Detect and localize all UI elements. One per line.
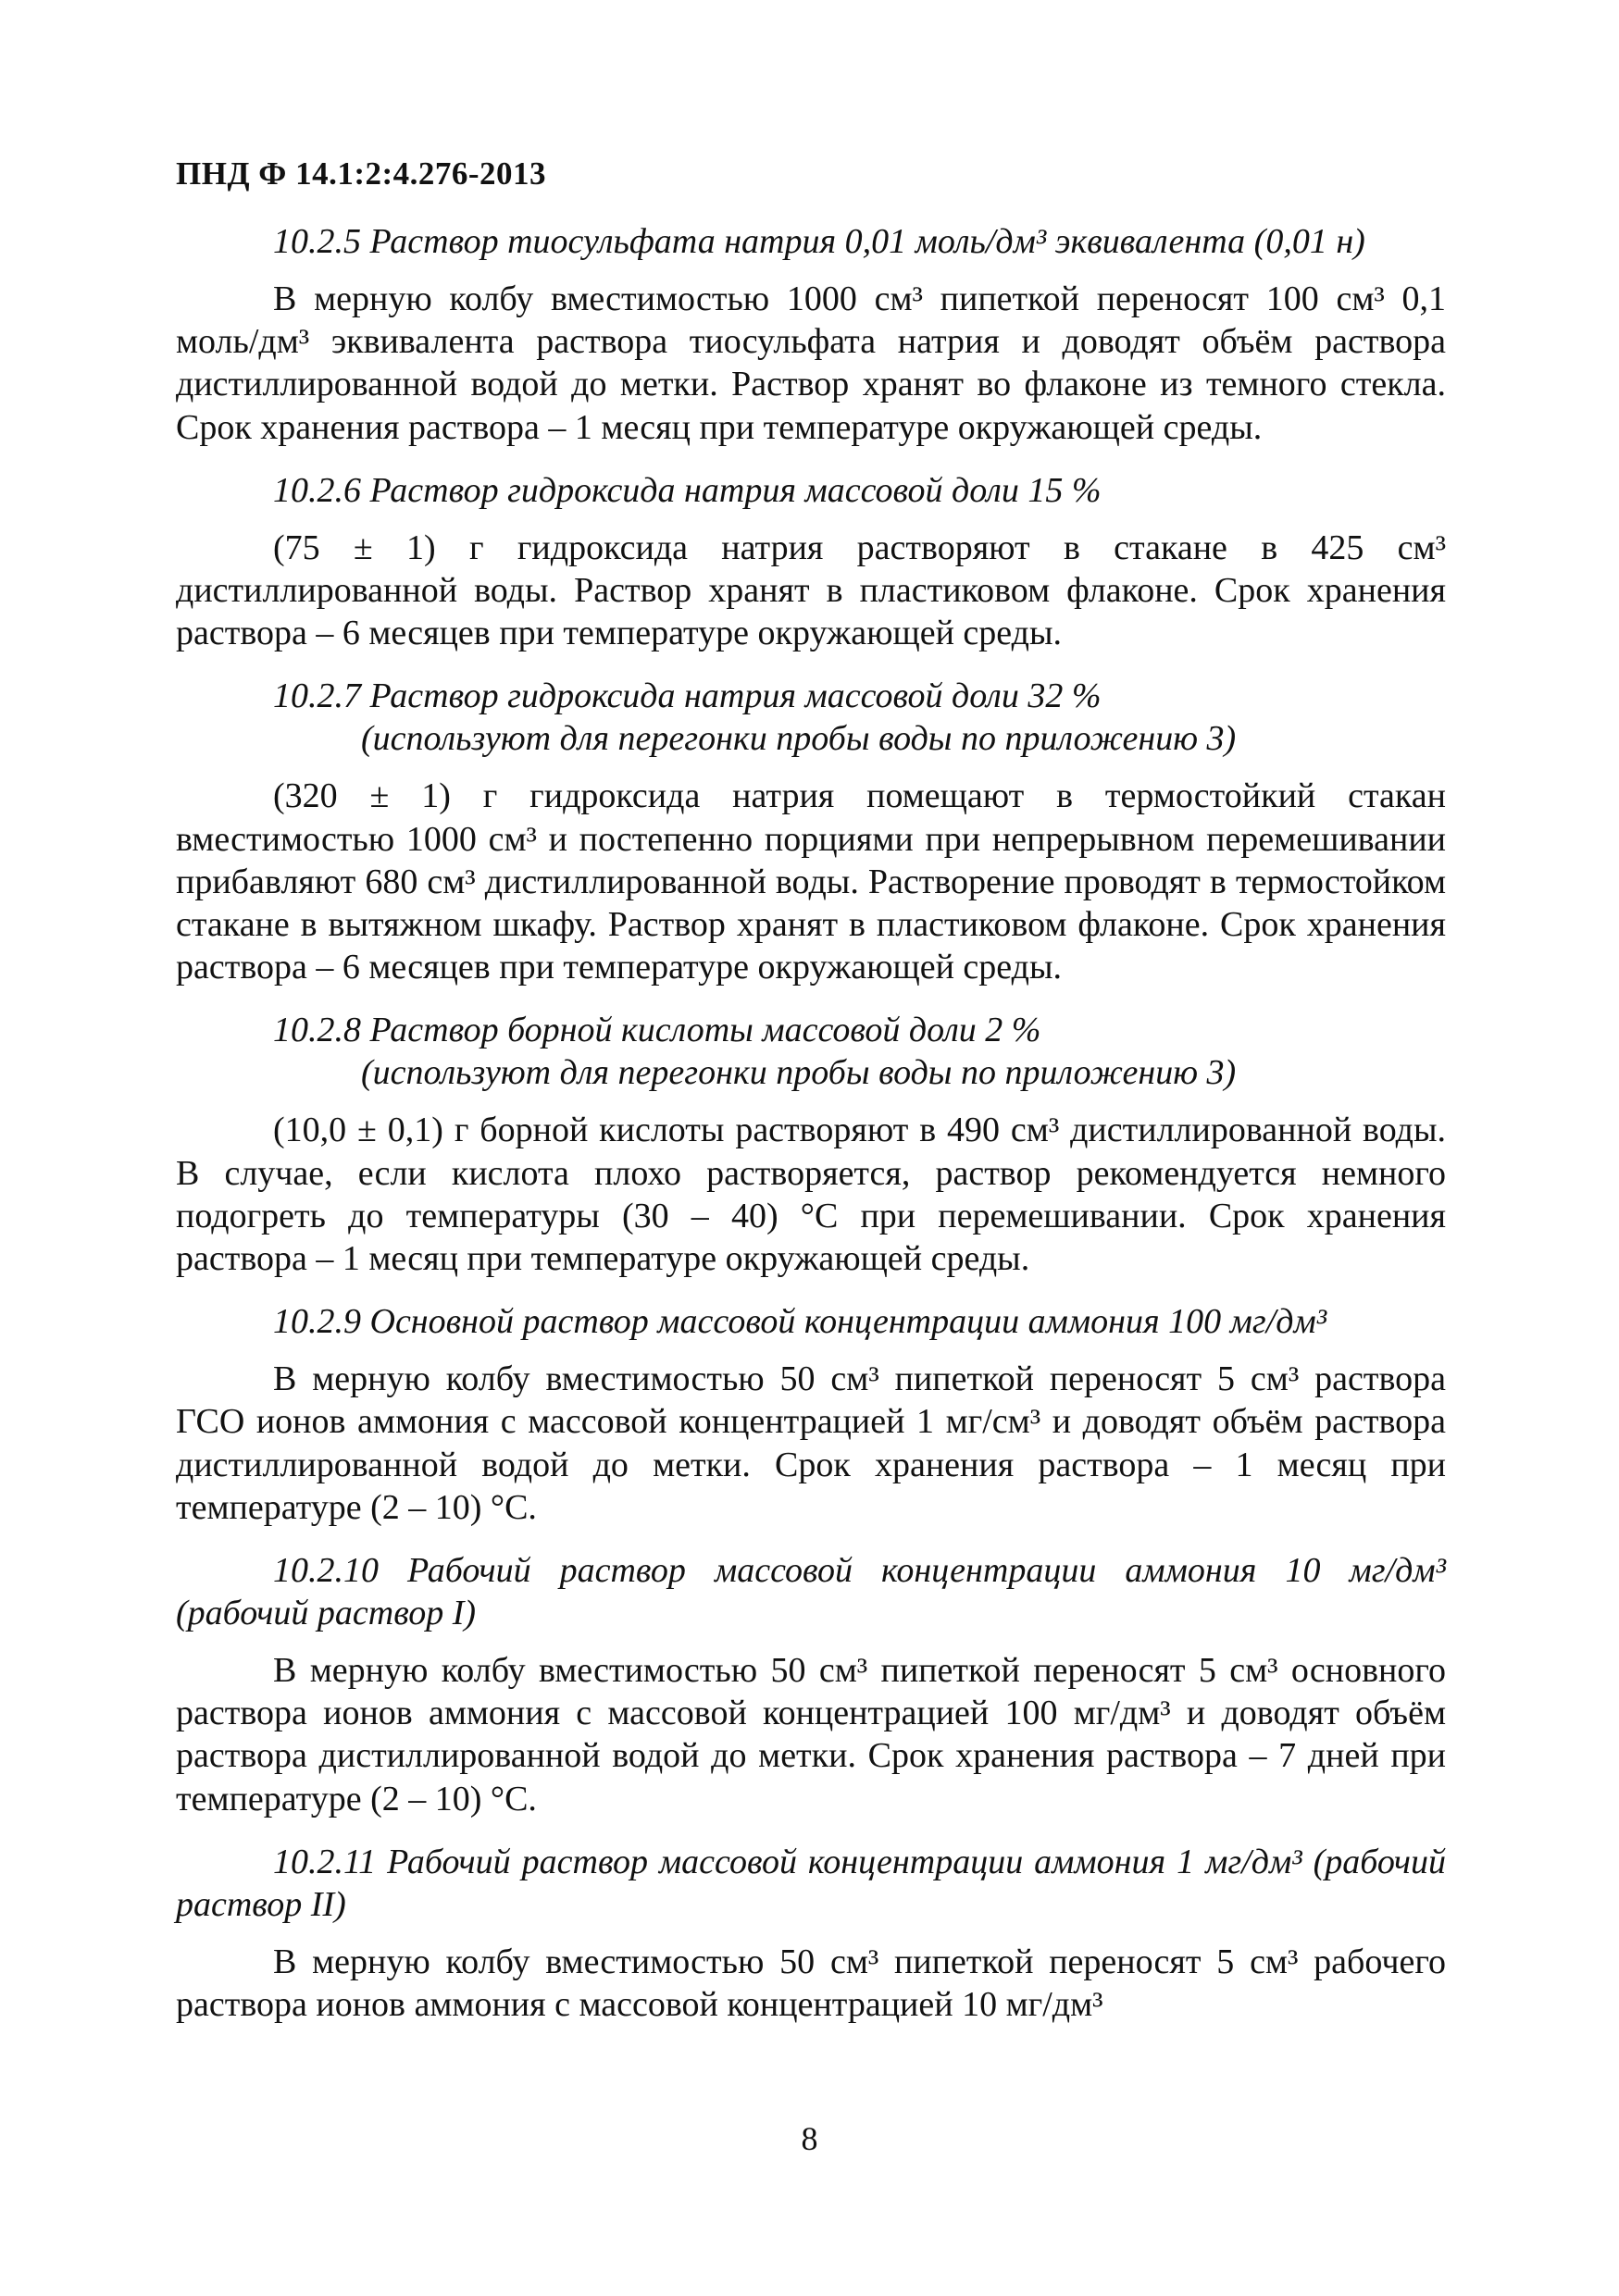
section-heading-block <box>176 675 1446 760</box>
section-10-2-7 <box>176 675 1446 988</box>
section-body: (10,0 ± 0,1) г борной кислоты растворяют в 490 см³ дистиллированной воды. В случае, если кислота плохо растворяется, раствор рекомендуется немного подогреть до температуры (30 – 40) °С при перемешивании. Срок хранения раствора – 1 месяц при температуре окружающей среды. <box>176 1111 1446 1279</box>
section-10-2-6 <box>176 469 1446 655</box>
section-body: В мерную колбу вместимостью 50 см³ пипеткой переносят 5 см³ раствора ГСО ионов аммония с массовой концентрацией 1 мг/см³ и доводят объём раствора дистиллированной водой до метки. Срок хранения раствора – 1 месяц при температуре (2 – 10) °С. <box>176 1359 1446 1527</box>
section-body: (75 ± 1) г гидроксида натрия растворяют в стакане в 425 см³ дистиллированной воды. Раствор хранят в пластиковом флаконе. Срок хранения раствора – 6 месяцев при температуре окружающей среды. <box>176 527 1446 653</box>
section-heading: 10.2.10 Рабочий раствор массовой концентрации аммония 10 мг/дм³ (рабочий раствор I) <box>176 1551 1446 1633</box>
document-code: ПНД Ф 14.1:2:4.276-2013 <box>176 155 547 192</box>
page-content <box>176 220 1446 2046</box>
page-number: 8 <box>801 2120 818 2157</box>
section-10-2-10 <box>176 1549 1446 1820</box>
section-body: В мерную колбу вместимостью 1000 см³ пипеткой переносят 100 см³ 0,1 моль/дм³ эквивалента раствора тиосульфата натрия и доводят объём раствора дистиллированной водой до метки. Раствор хранят во флаконе из темного стекла. Срок хранения раствора – 1 месяц при температуре окружающей среды. <box>176 279 1446 447</box>
section-10-2-11 <box>176 1841 1446 2026</box>
section-heading-block <box>176 1009 1446 1094</box>
section-subheading: (используют для перегонки пробы воды по приложению 3) <box>361 1053 1237 1093</box>
section-body: В мерную колбу вместимостью 50 см³ пипеткой переносят 5 см³ рабочего раствора ионов аммония с массовой концентрацией 10 мг/дм³ <box>176 1942 1446 2025</box>
section-subheading: (используют для перегонки пробы воды по приложению 3) <box>361 719 1237 759</box>
section-10-2-9 <box>176 1300 1446 1529</box>
section-heading: 10.2.11 Рабочий раствор массовой концентрации аммония 1 мг/дм³ (рабочий раствор II) <box>176 1842 1446 1924</box>
section-heading: 10.2.6 Раствор гидроксида натрия массовой доли 15 % <box>273 470 1102 510</box>
section-heading: 10.2.5 Раствор тиосульфата натрия 0,01 моль/дм³ эквивалента (0,01 н) <box>273 222 1365 261</box>
section-heading: 10.2.9 Основной раствор массовой концентрации аммония 100 мг/дм³ <box>273 1302 1327 1342</box>
section-10-2-8 <box>176 1009 1446 1280</box>
section-10-2-5 <box>176 220 1446 449</box>
section-heading: 10.2.7 Раствор гидроксида натрия массовой доли 32 % <box>273 676 1102 716</box>
section-body: (320 ± 1) г гидроксида натрия помещают в термостойкий стакан вместимостью 1000 см³ и постепенно порциями при непрерывном перемешивании прибавляют 680 см³ дистиллированной воды. Растворение проводят в термостойком стакане в вытяжном шкафу. Раствор хранят в пластиковом флаконе. Срок хранения раствора – 6 месяцев при температуре окружающей среды. <box>176 776 1446 987</box>
section-heading: 10.2.8 Раствор борной кислоты массовой доли 2 % <box>273 1011 1041 1050</box>
section-body: В мерную колбу вместимостью 50 см³ пипеткой переносят 5 см³ основного раствора ионов аммония с массовой концентрацией 100 мг/дм³ и доводят объём раствора дистиллированной водой до метки. Срок хранения раствора – 7 дней при температуре (2 – 10) °С. <box>176 1651 1446 1818</box>
